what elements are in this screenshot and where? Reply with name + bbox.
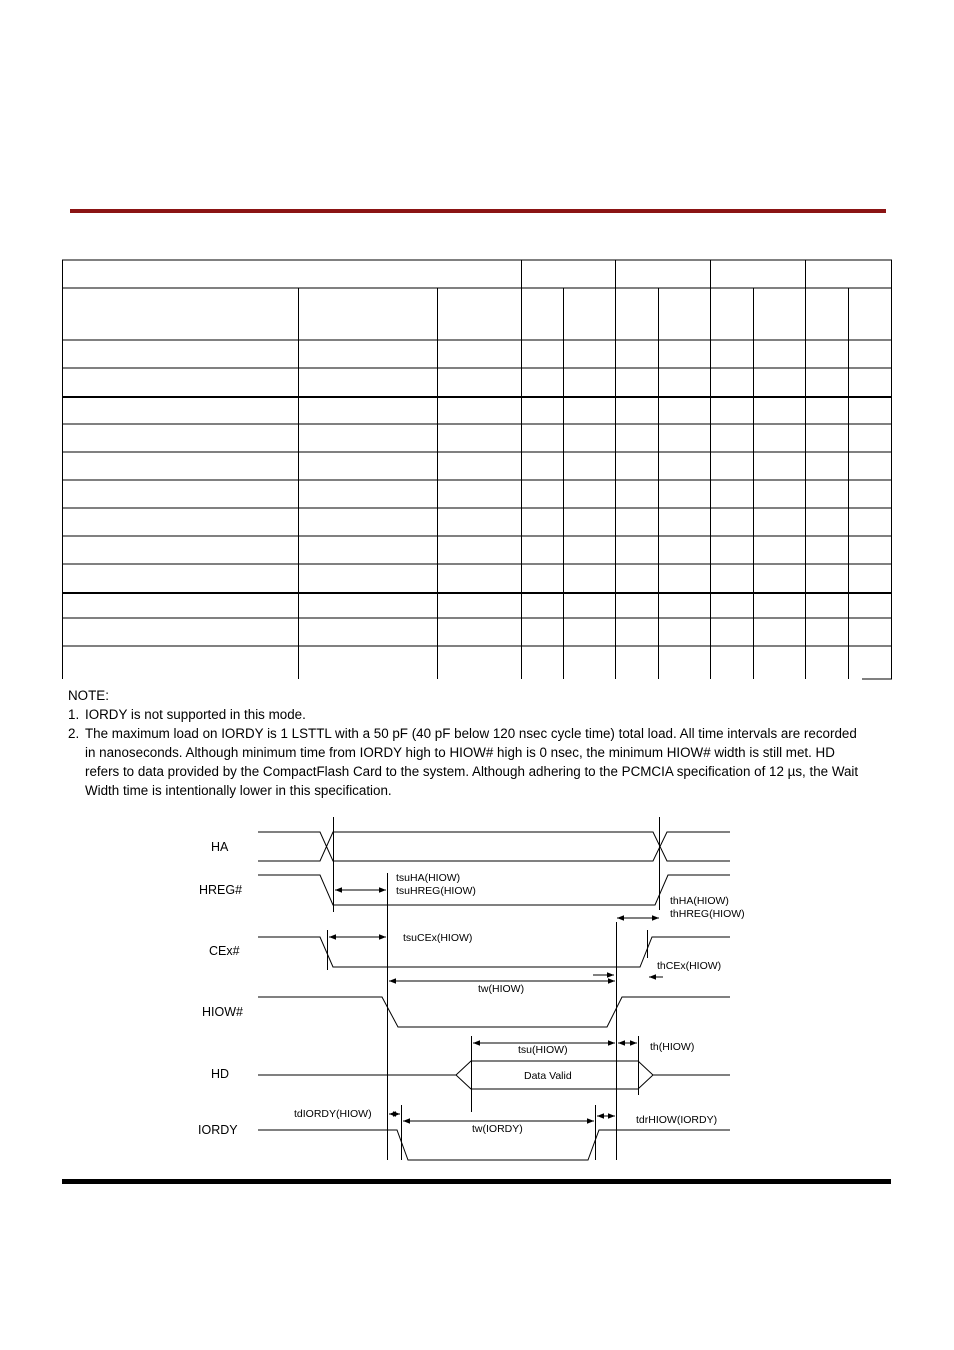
signal-iordy: IORDY [198, 1123, 238, 1137]
label-thhreg: thHREG(HIOW) [670, 908, 745, 920]
note-number: 2. [68, 726, 80, 741]
label-tsucex: tsuCEx(HIOW) [403, 932, 473, 944]
label-tw-iordy: tw(IORDY) [472, 1123, 523, 1135]
note-number: 1. [68, 707, 80, 722]
label-tdrhiow: tdrHIOW(IORDY) [636, 1114, 718, 1126]
signal-ha: HA [211, 840, 229, 854]
label-thcex: thCEx(HIOW) [657, 960, 722, 972]
label-tsuha: tsuHA(HIOW) [396, 872, 461, 884]
note-text: The maximum load on IORDY is 1 LSTTL with a 50 pF (40 pF below 120 nsec cycle time) total load. All time intervals are recorded in nanoseconds. Although minimum time from IORDY high to HIOW# high is 0 nsec, the minimum HIOW# width is still met. HD refers to data provided by the CompactFlash Card to the system. Although adhering to the PCMCIA specification of 12 µs, the Wait Width time is intentionally lower in this specification. [85, 726, 859, 798]
footer-rule [62, 1179, 891, 1184]
label-thha: thHA(HIOW) [670, 895, 729, 907]
note-text: IORDY is not supported in this mode. [85, 707, 306, 722]
label-data-valid: Data Valid [524, 1070, 572, 1082]
label-tsu: tsu(HIOW) [518, 1044, 568, 1056]
notes-title: NOTE: [68, 688, 109, 703]
waveform-hiow [258, 997, 730, 1027]
label-tsuhreg: tsuHREG(HIOW) [396, 885, 476, 897]
label-th: th(HIOW) [650, 1041, 695, 1053]
label-tw-hiow: tw(HIOW) [478, 983, 525, 995]
signal-hreg: HREG# [199, 883, 243, 897]
signal-hiow: HIOW# [202, 1005, 243, 1019]
signal-cex: CEx# [209, 944, 240, 958]
signal-hd: HD [211, 1067, 230, 1081]
label-tdiordy: tdIORDY(HIOW) [294, 1108, 372, 1120]
